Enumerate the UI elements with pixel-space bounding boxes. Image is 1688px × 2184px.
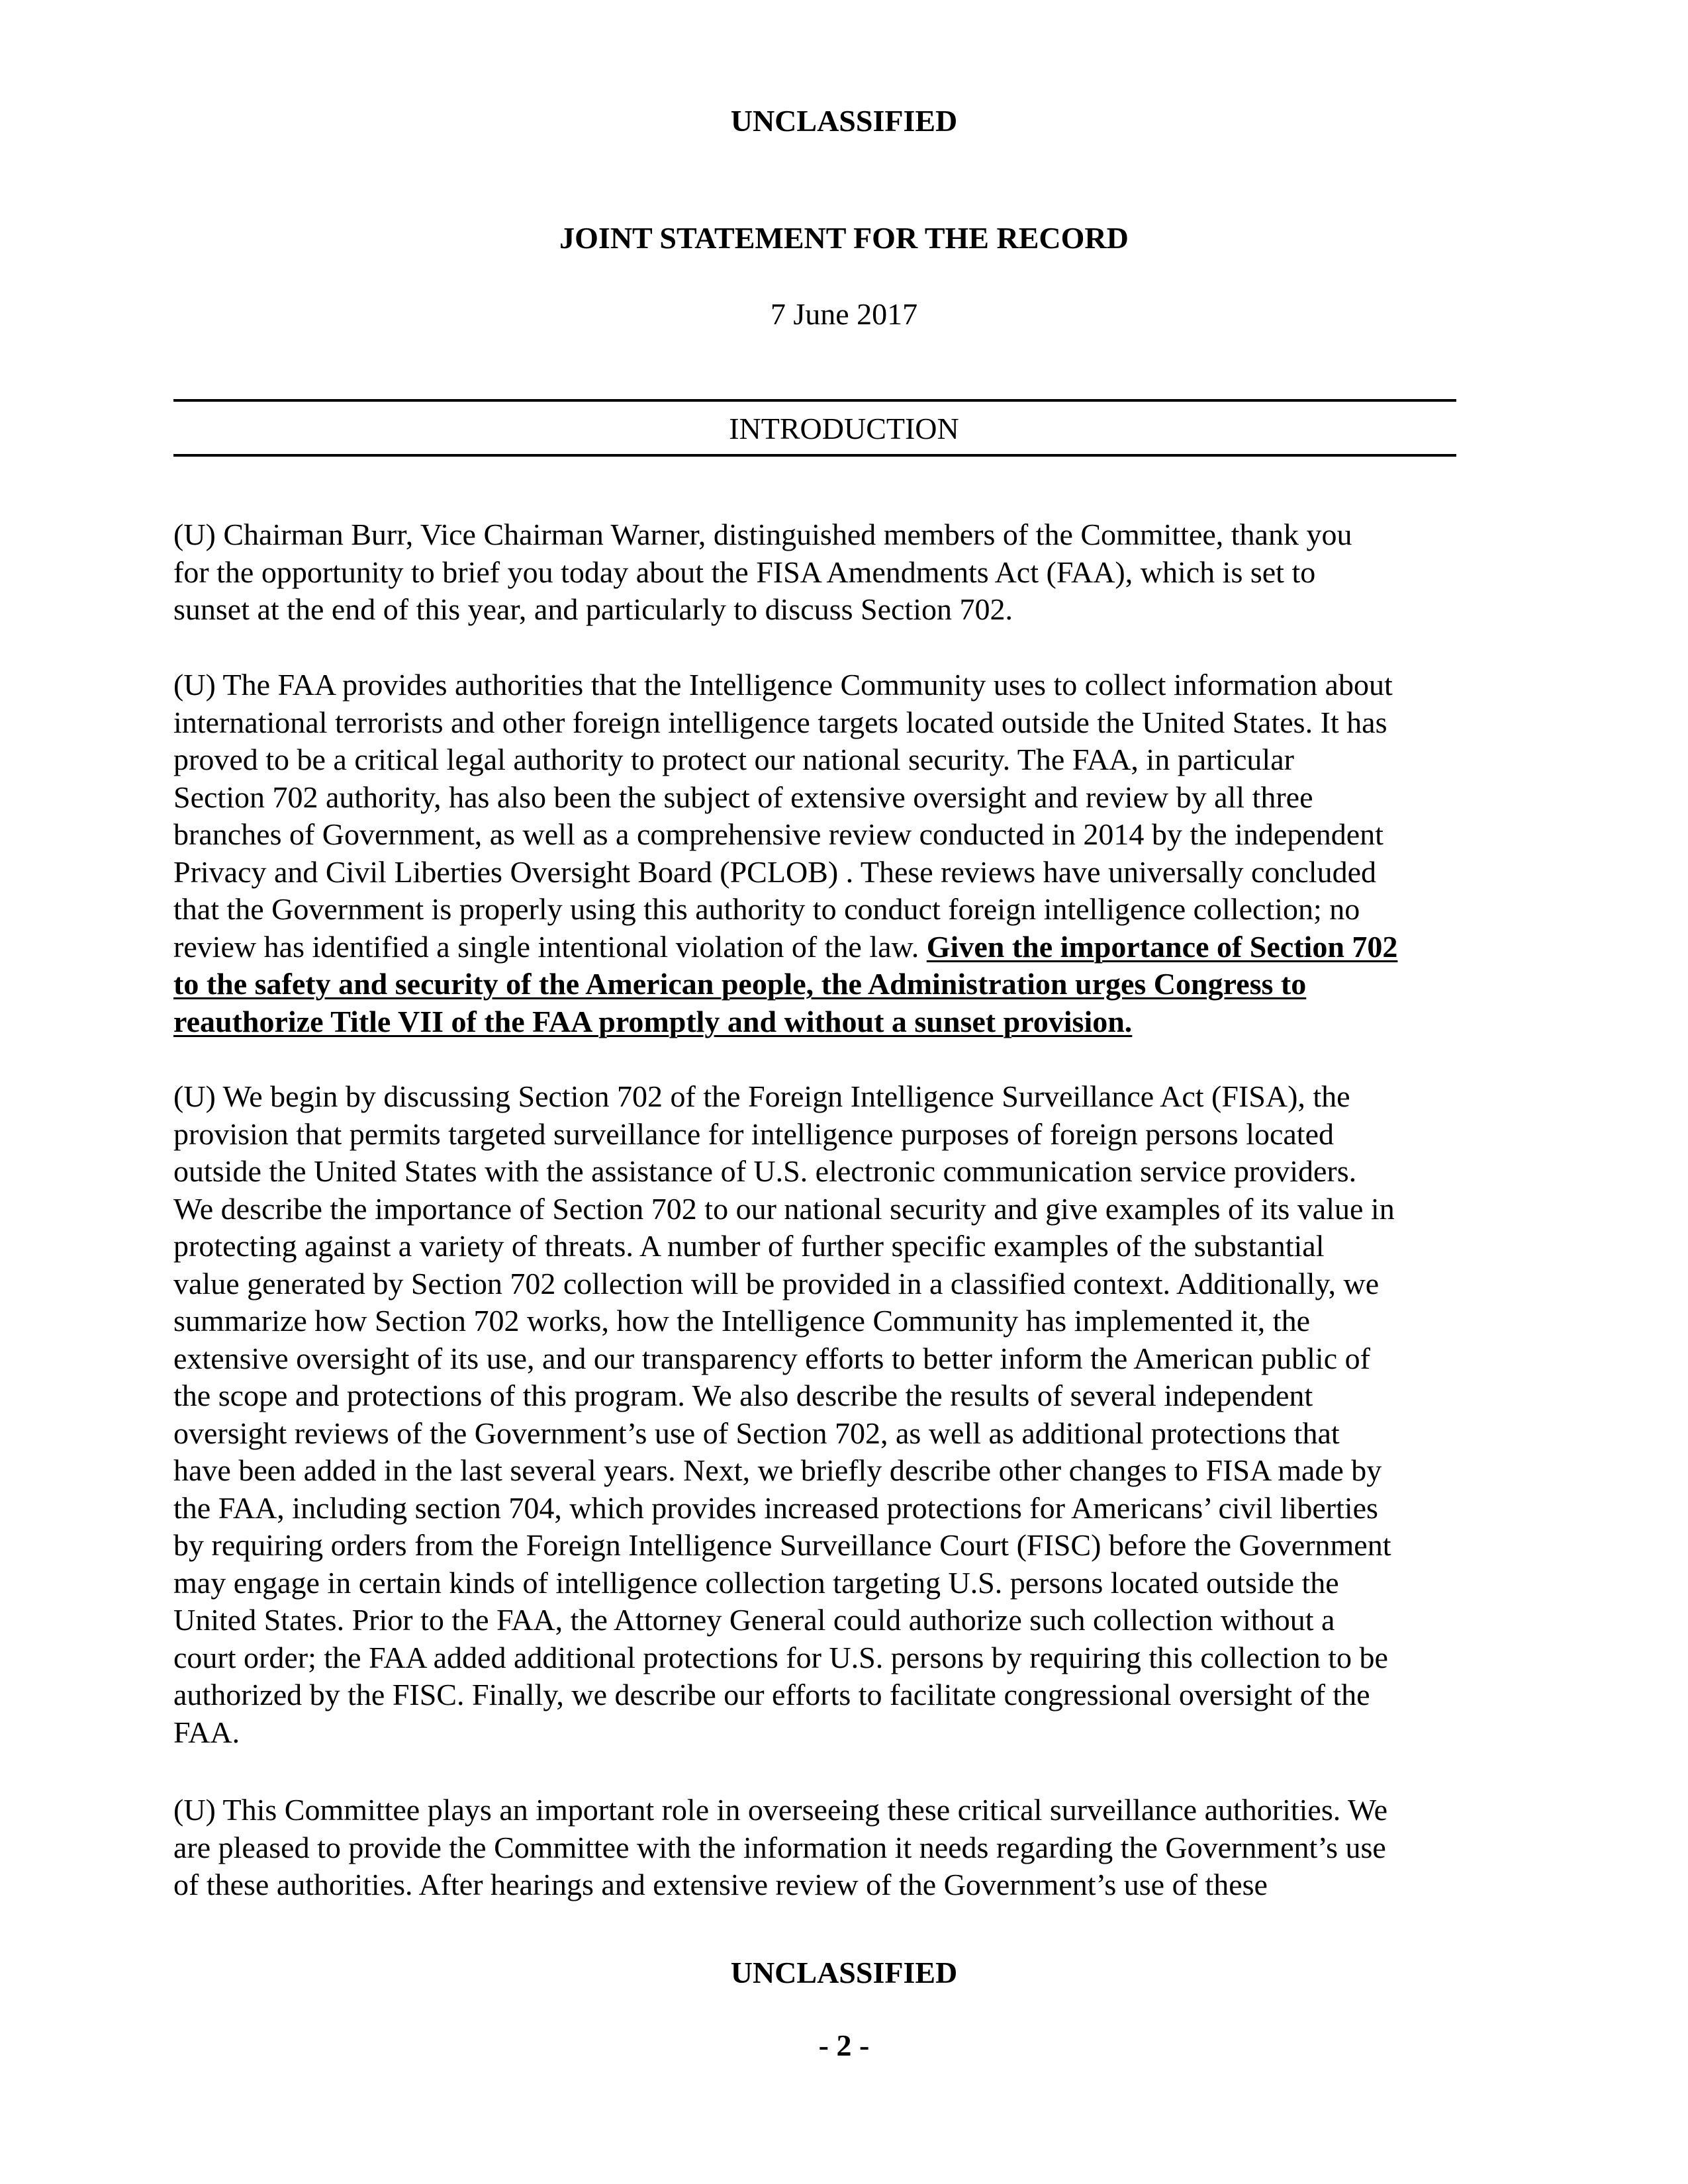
paragraph-line: value generated by Section 702 collection will be provided in a classified context. Additionally, we	[173, 1266, 1380, 1300]
classification-marking-top: UNCLASSIFIED	[730, 104, 958, 138]
paragraph-1	[173, 516, 1491, 629]
classification-marking-bottom: UNCLASSIFIED	[730, 1956, 958, 1989]
paragraph-line: sunset at the end of this year, and particularly to discuss Section 702.	[173, 592, 1013, 626]
paragraph-line: outside the United States with the assistance of U.S. electronic communication service providers.	[173, 1154, 1357, 1188]
paragraph-line: that the Government is properly using this authority to conduct foreign intelligence collection; no	[173, 892, 1360, 926]
section-heading: INTRODUCTION	[729, 412, 959, 445]
paragraph-2	[173, 666, 1491, 1040]
paragraph-text: review has identified a single intentional violation of the law.	[173, 929, 927, 964]
document-date: 7 June 2017	[770, 297, 918, 331]
emphasized-recommendation: to the safety and security of the American people, the Administration urges Congress to	[173, 967, 1307, 1001]
paragraph-line: provision that permits targeted surveillance for intelligence purposes of foreign persons located	[173, 1116, 1335, 1151]
paragraph-line: Privacy and Civil Liberties Oversight Board (PCLOB) . These reviews have universally concluded	[173, 854, 1376, 889]
paragraph-line: for the opportunity to brief you today about the FISA Amendments Act (FAA), which is set to	[173, 555, 1316, 589]
document-title: JOINT STATEMENT FOR THE RECORD	[559, 221, 1129, 255]
emphasized-recommendation: reauthorize Title VII of the FAA promptly and without a sunset provision.	[173, 1004, 1133, 1038]
paragraph-line	[173, 966, 1491, 1003]
emphasized-recommendation: Given the importance of Section 702	[926, 929, 1398, 964]
paragraph-line: summarize how Section 702 works, how the Intelligence Community has implemented it, the	[173, 1304, 1311, 1338]
paragraph-line: international terrorists and other foreign intelligence targets located outside the United States. It has	[173, 705, 1387, 739]
paragraph-line: of these authorities. After hearings and extensive review of the Government’s use of these	[173, 1868, 1268, 1901]
paragraph-line: Section 702 authority, has also been the subject of extensive oversight and review by all three	[173, 780, 1313, 814]
paragraph-line: have been added in the last several years. Next, we briefly describe other changes to FISA made by	[173, 1453, 1382, 1487]
paragraph-line: (U) This Committee plays an important role in overseeing these critical surveillance authorities. We	[173, 1793, 1388, 1827]
paragraph-4	[173, 1792, 1491, 1904]
paragraph-line: authorized by the FISC. Finally, we describe our efforts to facilitate congressional oversight of the	[173, 1678, 1370, 1711]
paragraph-line: branches of Government, as well as a comprehensive review conducted in 2014 by the independent	[173, 817, 1383, 851]
paragraph-line: FAA.	[173, 1715, 240, 1749]
paragraph-line: extensive oversight of its use, and our transparency efforts to better inform the American public of	[173, 1341, 1370, 1375]
section-rule-top	[173, 399, 1456, 402]
paragraph-line-mixed	[173, 929, 1491, 966]
paragraph-line: the FAA, including section 704, which provides increased protections for Americans’ civil liberties	[173, 1490, 1378, 1525]
paragraph-line: We describe the importance of Section 702 to our national security and give examples of its value in	[173, 1191, 1395, 1226]
section-rule-bottom	[173, 454, 1456, 457]
paragraph-3	[173, 1078, 1491, 1751]
paragraph-line: (U) Chairman Burr, Vice Chairman Warner, distinguished members of the Committee, thank you	[173, 518, 1352, 551]
paragraph-line: protecting against a variety of threats. A number of further specific examples of the substantial	[173, 1229, 1325, 1263]
paragraph-line	[173, 1003, 1491, 1041]
paragraph-line: oversight reviews of the Government’s use of Section 702, as well as additional protections that	[173, 1416, 1340, 1450]
paragraph-line: may engage in certain kinds of intelligence collection targeting U.S. persons located outside the	[173, 1565, 1339, 1600]
paragraph-line: by requiring orders from the Foreign Intelligence Surveillance Court (FISC) before the Government	[173, 1528, 1391, 1562]
paragraph-line: United States. Prior to the FAA, the Attorney General could authorize such collection without a	[173, 1603, 1335, 1637]
page-number: - 2 -	[818, 2028, 870, 2062]
paragraph-line: are pleased to provide the Committee with the information it needs regarding the Government’s use	[173, 1830, 1386, 1864]
paragraph-line: (U) The FAA provides authorities that the Intelligence Community uses to collect information about	[173, 668, 1393, 702]
paragraph-line: court order; the FAA added additional protections for U.S. persons by requiring this collection to be	[173, 1640, 1388, 1674]
paragraph-line: the scope and protections of this program. We also describe the results of several independent	[173, 1379, 1313, 1412]
paragraph-line: (U) We begin by discussing Section 702 of the Foreign Intelligence Surveillance Act (FISA), the	[173, 1079, 1350, 1113]
paragraph-line: proved to be a critical legal authority to protect our national security. The FAA, in particular	[173, 743, 1294, 776]
